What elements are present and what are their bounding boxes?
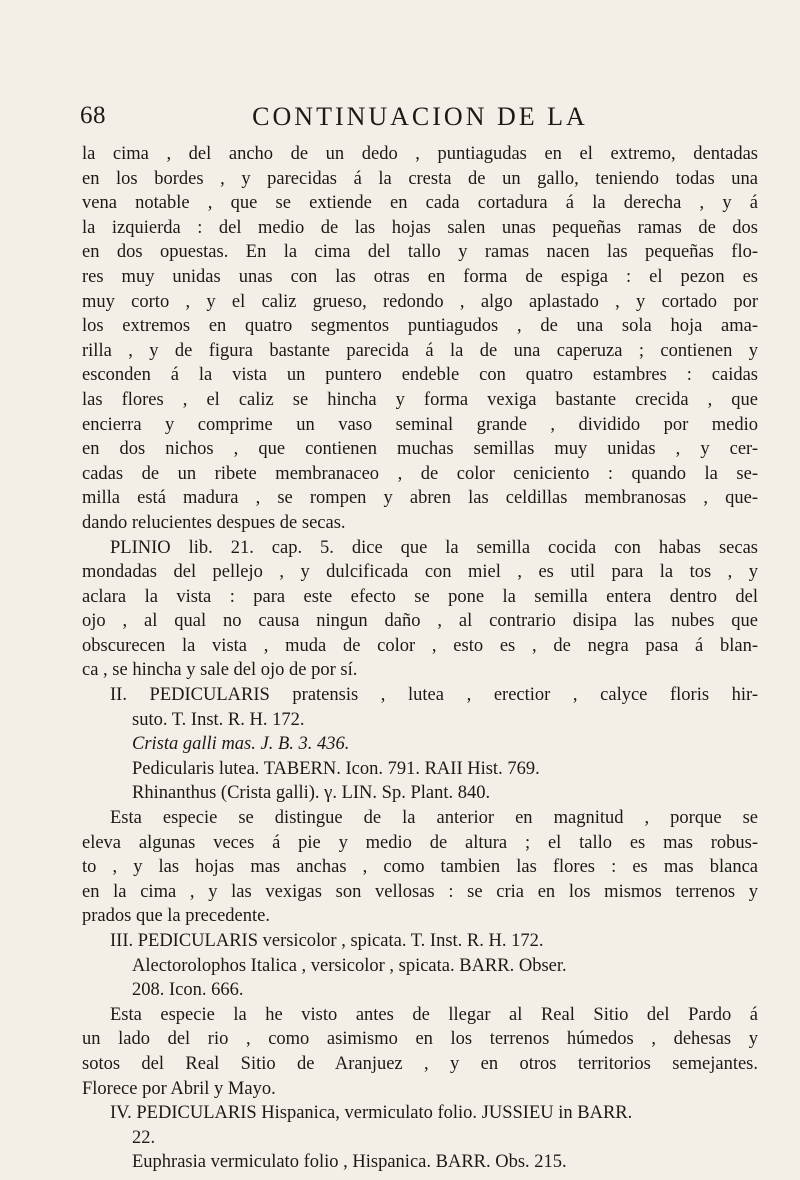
text-line: vena notable , que se extiende en cada cortadura á la derecha , y á bbox=[82, 193, 758, 214]
text-line: suto. T. Inst. R. H. 172. bbox=[132, 709, 305, 730]
text-line: Esta especie se distingue de la anterior en magnitud , porque se bbox=[110, 808, 758, 829]
text-line: la cima , del ancho de un dedo , puntiagudas en el extremo, dentadas bbox=[82, 144, 758, 164]
page-header bbox=[80, 102, 760, 142]
text-line: milla está madura , se rompen y abren las celdillas membranosas , que- bbox=[82, 488, 758, 509]
text-line: obscurecen la vista , muda de color , esto es , de negra pasa á blan- bbox=[82, 635, 758, 656]
text-line: 208. Icon. 666. bbox=[132, 980, 244, 1001]
text-line: los extremos en quatro segmentos puntiagudos , de una sola hoja ama- bbox=[82, 316, 758, 337]
text-line: Euphrasia vermiculato folio , Hispanica. BARR. Obs. 215. bbox=[132, 1152, 567, 1173]
text-line: en dos opuestas. En la cima del tallo y ramas nacen las pequeñas flo- bbox=[82, 242, 758, 263]
text-line: dando relucientes despues de secas. bbox=[82, 512, 346, 533]
text-line: aclara la vista : para este efecto se pone la semilla entera dentro del bbox=[82, 586, 758, 607]
text-line: Esta especie la he visto antes de llegar al Real Sitio del Pardo á bbox=[110, 1004, 758, 1025]
running-head: CONTINUACION DE LA bbox=[252, 102, 588, 131]
text-line: las flores , el caliz se hincha y forma vexiga bastante crecida , que bbox=[82, 389, 758, 410]
text-line: encierra y comprime un vaso seminal grande , dividido por medio bbox=[82, 414, 758, 435]
text-line: mondadas del pellejo , y dulcificada con miel , es util para la tos , y bbox=[82, 562, 758, 583]
page-number: 68 bbox=[80, 102, 106, 129]
text-line: cadas de un ribete membranaceo , de color ceniciento : quando la se- bbox=[82, 463, 758, 484]
text-line: res muy unidas unas con las otras en forma de espiga : el pezon es bbox=[82, 266, 758, 287]
text-line: muy corto , y el caliz grueso, redondo , algo aplastado , y cortado por bbox=[82, 291, 758, 312]
text-line: Alectorolophos Italica , versicolor , spicata. BARR. Obser. bbox=[132, 955, 567, 976]
text-line: II. PEDICULARIS pratensis , lutea , erectior , calyce floris hir- bbox=[110, 685, 758, 706]
text-line: ojo , al qual no causa ningun daño , al contrario disipa las nubes que bbox=[82, 611, 758, 632]
body-text bbox=[82, 142, 758, 1175]
text-line: en dos nichos , que contienen muchas semillas muy unidas , y cer- bbox=[82, 439, 758, 460]
text-line: PLINIO lib. 21. cap. 5. dice que la semilla cocida con habas secas bbox=[110, 537, 758, 558]
text-line: 22. bbox=[132, 1127, 156, 1148]
text-line: prados que la precedente. bbox=[82, 906, 270, 927]
text-line: en la cima , y las vexigas son vellosas : se cria en los mismos terrenos y bbox=[82, 881, 758, 902]
text-line: Pedicularis lutea. TABERN. Icon. 791. RAII Hist. 769. bbox=[132, 758, 540, 779]
text-line: la izquierda : del medio de las hojas salen unas pequeñas ramas de dos bbox=[82, 217, 758, 238]
text-line: Crista galli mas. J. B. 3. 436. bbox=[132, 734, 350, 755]
text-line: rilla , y de figura bastante parecida á la de una caperuza ; contienen y bbox=[82, 340, 758, 361]
text-line: Florece por Abril y Mayo. bbox=[82, 1078, 276, 1099]
text-line: sotos del Real Sitio de Aranjuez , y en otros territorios semejantes. bbox=[82, 1053, 758, 1074]
text-line: Rhinanthus (Crista galli). γ. LIN. Sp. Plant. 840. bbox=[132, 783, 491, 804]
text-line: IV. PEDICULARIS Hispanica, vermiculato folio. JUSSIEU in BARR. bbox=[110, 1103, 633, 1124]
text-line: ca , se hincha y sale del ojo de por sí. bbox=[82, 660, 358, 681]
text-line: eleva algunas veces á pie y medio de altura ; el tallo es mas robus- bbox=[82, 832, 758, 853]
text-line: esconden á la vista un puntero endeble con quatro estambres : caidas bbox=[82, 365, 758, 386]
text-line: to , y las hojas mas anchas , como tambien las flores : es mas blanca bbox=[82, 857, 758, 878]
text-line: un lado del rio , como asimismo en los terrenos húmedos , dehesas y bbox=[82, 1029, 758, 1050]
text-line: en los bordes , y parecidas á la cresta de un gallo, teniendo todas una bbox=[82, 168, 758, 189]
text-line: III. PEDICULARIS versicolor , spicata. T. Inst. R. H. 172. bbox=[110, 931, 544, 951]
